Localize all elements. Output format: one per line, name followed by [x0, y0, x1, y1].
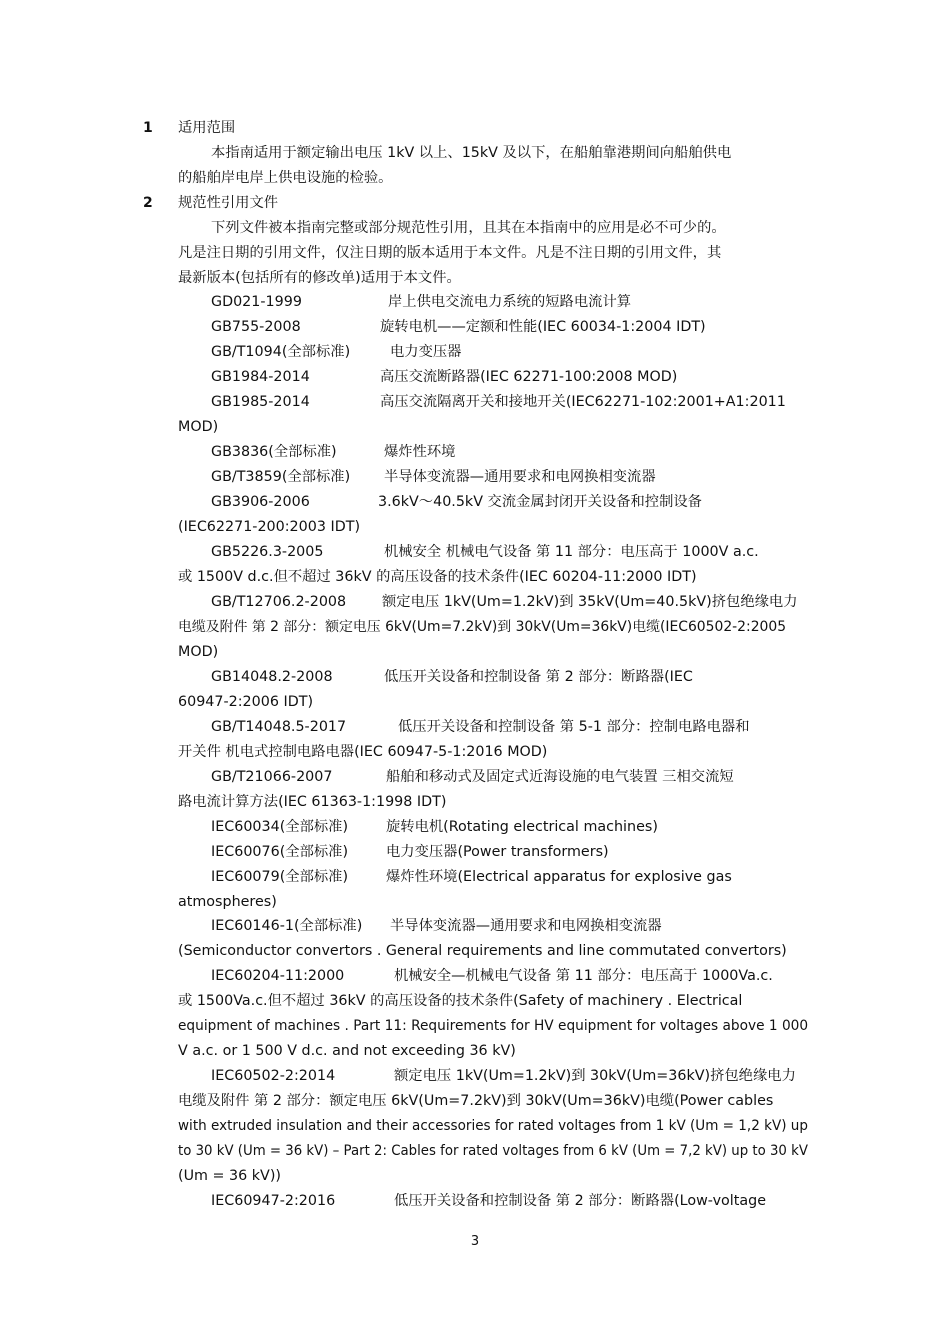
reference-code: GB/T21066-2007	[211, 769, 333, 785]
reference-title: 电缆及附件 第 2 部分：额定电压 6kV(Um=7.2kV)到 30kV(Um=36kV)电缆(IEC60502-2:2005	[178, 619, 787, 635]
paragraph-line: 下列文件被本指南完整或部分规范性引用，且其在本指南中的应用是必不可少的。	[211, 220, 726, 236]
reference-title: 3.6kV～40.5kV 交流金属封闭开关设备和控制设备	[378, 494, 702, 510]
reference-code: GB/T1094(全部标准)	[211, 344, 351, 360]
reference-code: IEC60076(全部标准)	[211, 844, 349, 860]
reference-code: GB/T12706.2-2008	[211, 594, 347, 610]
reference-code: GB14048.2-2008	[211, 669, 333, 685]
reference-title: MOD)	[178, 419, 219, 435]
reference-title: 额定电压 1kV(Um=1.2kV)到 35kV(Um=40.5kV)挤包绝缘电力	[382, 594, 798, 610]
reference-title: 电力变压器	[390, 344, 462, 360]
reference-code: GB/T3859(全部标准)	[211, 469, 351, 485]
reference-title: 低压开关设备和控制设备 第 2 部分：断路器(IEC	[384, 669, 693, 685]
reference-title: 或 1500V d.c.但不超过 36kV 的高压设备的技术条件(IEC 60204-11:2000 IDT)	[178, 569, 697, 585]
reference-title: (IEC62271-200:2003 IDT)	[178, 519, 361, 535]
reference-code: GB755-2008	[211, 319, 301, 335]
reference-title: 高压交流断路器(IEC 62271-100:2008 MOD)	[380, 369, 678, 385]
reference-title: 低压开关设备和控制设备 第 5-1 部分：控制电路电器和	[398, 719, 750, 735]
reference-title: 高压交流隔离开关和接地开关(IEC62271-102:2001+A1:2011	[380, 394, 786, 410]
reference-title: 船舶和移动式及固定式近海设施的电气装置 三相交流短	[386, 769, 734, 785]
reference-title: to 30 kV (Um = 36 kV) – Part 2: Cables for rated voltages from 6 kV (Um = 7,2 kV) up to 30 kV	[178, 1143, 808, 1159]
reference-code: GB1985-2014	[211, 394, 310, 410]
paragraph-line: 凡是注日期的引用文件，仅注日期的版本适用于本文件。凡是不注日期的引用文件，其	[178, 245, 722, 261]
reference-code: GB3836(全部标准)	[211, 444, 337, 460]
reference-title: 60947-2:2006 IDT)	[178, 694, 314, 710]
section-heading: 规范性引用文件	[178, 195, 279, 211]
section-number: 1	[143, 120, 153, 136]
reference-code: IEC60204-11:2000	[211, 968, 345, 984]
section-number: 2	[143, 195, 153, 211]
reference-code: GD021-1999	[211, 294, 302, 310]
reference-title: 或 1500Va.c.但不超过 36kV 的高压设备的技术条件(Safety of machinery . Electrical	[178, 993, 743, 1009]
reference-code: GB5226.3-2005	[211, 544, 324, 560]
reference-title: equipment of machines . Part 11: Requirements for HV equipment for voltages above 1 000	[178, 1018, 809, 1034]
section-heading: 适用范围	[178, 120, 236, 136]
reference-title: (Um = 36 kV))	[178, 1168, 281, 1184]
reference-title: 机械安全—机械电气设备 第 11 部分：电压高于 1000Va.c.	[394, 968, 773, 984]
reference-title: 爆炸性环境(Electrical apparatus for explosive gas	[386, 869, 732, 885]
reference-title: 半导体变流器—通用要求和电网换相变流器	[384, 469, 656, 485]
reference-title: 机械安全 机械电气设备 第 11 部分：电压高于 1000V a.c.	[384, 544, 759, 560]
reference-code: GB1984-2014	[211, 369, 310, 385]
reference-title: 旋转电机(Rotating electrical machines)	[386, 819, 658, 835]
reference-title: atmospheres)	[178, 894, 277, 910]
page-number: 3	[470, 1234, 480, 1249]
reference-code: IEC60146-1(全部标准)	[211, 918, 363, 934]
reference-title: 爆炸性环境	[384, 444, 456, 460]
reference-title: 岸上供电交流电力系统的短路电流计算	[388, 294, 632, 310]
reference-title: MOD)	[178, 644, 219, 660]
reference-code: IEC60947-2:2016	[211, 1193, 336, 1209]
reference-title: with extruded insulation and their accessories for rated voltages from 1 kV (Um = 1,2 kV) up	[178, 1118, 808, 1134]
reference-title: 电力变压器(Power transformers)	[386, 844, 609, 860]
reference-title: (Semiconductor convertors . General requirements and line commutated convertors)	[178, 943, 787, 959]
reference-code: IEC60079(全部标准)	[211, 869, 349, 885]
reference-code: GB/T14048.5-2017	[211, 719, 347, 735]
reference-title: 路电流计算方法(IEC 61363-1:1998 IDT)	[178, 794, 447, 810]
reference-title: 低压开关设备和控制设备 第 2 部分：断路器(Low-voltage	[394, 1193, 766, 1209]
paragraph-line: 的船舶岸电岸上供电设施的检验。	[178, 170, 393, 186]
reference-title: 电缆及附件 第 2 部分：额定电压 6kV(Um=7.2kV)到 30kV(Um=36kV)电缆(Power cables	[178, 1093, 774, 1109]
paragraph-line: 本指南适用于额定输出电压 1kV 以上、15kV 及以下，在船舶靠港期间向船舶供电	[211, 145, 732, 161]
reference-code: IEC60502-2:2014	[211, 1068, 336, 1084]
reference-title: 半导体变流器—通用要求和电网换相变流器	[390, 918, 662, 934]
reference-title: 开关件 机电式控制电路电器(IEC 60947-5-1:2016 MOD)	[178, 744, 548, 760]
reference-title: 旋转电机——定额和性能(IEC 60034-1:2004 IDT)	[380, 319, 706, 335]
paragraph-line: 最新版本(包括所有的修改单)适用于本文件。	[178, 270, 461, 286]
reference-title: V a.c. or 1 500 V d.c. and not exceeding 36 kV)	[178, 1043, 516, 1059]
reference-title: 额定电压 1kV(Um=1.2kV)到 30kV(Um=36kV)挤包绝缘电力	[394, 1068, 796, 1084]
reference-code: GB3906-2006	[211, 494, 310, 510]
reference-code: IEC60034(全部标准)	[211, 819, 349, 835]
